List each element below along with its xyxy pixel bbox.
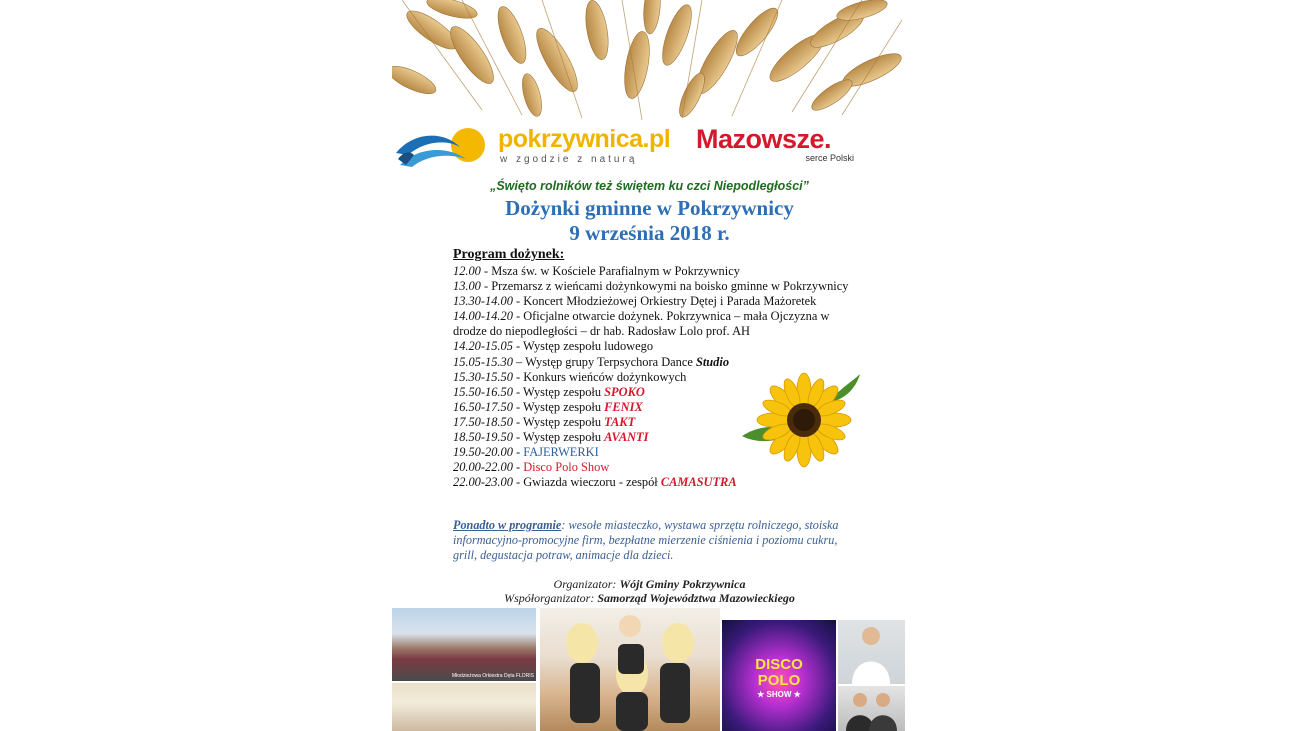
mazowsze-logo-tagline: serce Polski [805, 153, 854, 163]
program-text: Występ zespołu [523, 430, 605, 445]
program-time: 13.00 [453, 279, 481, 294]
program-text: Występ zespołu [523, 384, 605, 399]
program-time: 13.30-14.00 [453, 294, 513, 309]
band-photo [392, 608, 536, 681]
program-separator: - [512, 309, 524, 324]
program-time: 17.50-18.50 [453, 414, 513, 429]
sunflower-image [732, 368, 862, 473]
program-item [453, 475, 853, 490]
pokrzywnica-logo [394, 123, 671, 169]
program-time: 12.00 [453, 264, 481, 278]
co-organizer-label: Współorganizator: [504, 591, 598, 605]
event-title: Dożynki gminne w Pokrzywnicy [505, 196, 794, 220]
sun-wave-logo-icon [394, 125, 494, 169]
program-item [453, 294, 853, 309]
program-highlight: Disco Polo Show [523, 460, 610, 475]
co-organizer-line [392, 591, 907, 606]
program-item [453, 309, 853, 339]
program-text: Występ zespołu [523, 414, 605, 429]
program-separator: - [512, 384, 523, 399]
program-time: 16.50-17.50 [453, 399, 513, 414]
program-time: 15.30-15.50 [453, 369, 513, 384]
extra-lead: Ponadto w programie [453, 518, 562, 532]
mazowsze-logo [692, 124, 862, 168]
band-photo-caption: Młodzieżowa Orkiestra Dęta FLORIS [452, 673, 534, 679]
program-text: Oficjalne otwarcie dożynek. Pokrzywnica – mała Ojczyzna w drodze do niepodległości – dr hab. Radosław Lolo prof. AH [453, 309, 830, 339]
duo-image [838, 686, 905, 731]
program-separator: - [480, 264, 492, 278]
program-highlight: Studio [695, 354, 730, 369]
program-text: Gwiazda wieczoru - zespół [523, 475, 661, 490]
program-highlight: TAKT [604, 414, 636, 429]
wheat-header-image [392, 0, 907, 122]
event-date: 9 września 2018 r. [569, 221, 730, 245]
festival-poster [392, 0, 907, 731]
singer-photo [838, 620, 905, 684]
program-time: 22.00-23.00 [453, 475, 513, 490]
program-separator: – [512, 354, 526, 369]
program-separator: - [480, 279, 492, 294]
program-text: Konkurs wieńców dożynkowych [523, 369, 687, 384]
program-text: Przemarsz z wieńcami dożynkowymi na boisko gminne w Pokrzywnicy [491, 279, 849, 294]
disco-title-line1: DISCO [755, 656, 803, 673]
duo-photo [838, 686, 905, 731]
program-separator: - [512, 475, 524, 490]
pokrzywnica-logo-name: pokrzywnica.pl [498, 125, 671, 153]
program-item [453, 279, 853, 294]
program-highlight: CAMASUTRA [660, 475, 737, 490]
program-text: Koncert Młodzieżowej Orkiestry Dętej i Parada Mażoretek [523, 294, 817, 309]
disco-polo-show-photo [722, 620, 836, 731]
program-highlight: FAJERWERKI [523, 445, 599, 460]
program-item [453, 339, 853, 354]
program-highlight: SPOKO [604, 384, 645, 399]
program-separator: - [512, 294, 524, 309]
program-time: 20.00-22.00 [453, 460, 513, 475]
disco-title-line2: POLO [757, 672, 801, 689]
extra-program-text [453, 518, 853, 564]
photo-collage [392, 608, 907, 731]
program-separator: - [512, 445, 524, 460]
co-organizer-name: Samorząd Województwa Mazowieckiego [597, 591, 795, 605]
band-group-photo [540, 608, 720, 731]
extra-body: : wesołe miasteczko, wystawa sprzętu rolniczego, stoiska informacyjno-promocyjne firm, bezpłatne mierzenie ciśnienia i poziomu cukru, grill, degustacja potraw, animacje dla dzieci. [453, 518, 839, 563]
pokrzywnica-logo-tagline: w zgodzie z naturą [500, 154, 638, 165]
program-separator: - [512, 460, 524, 475]
program-time: 15.05-15.30 [453, 354, 513, 369]
slogan: „Święto rolników też świętem ku czci Niepodległości” [490, 179, 809, 193]
program-item [453, 264, 853, 279]
program-text: Msza św. w Kościele Parafialnym w Pokrzywnicy [491, 264, 740, 278]
program-time: 18.50-19.50 [453, 430, 513, 445]
program-text: Występ zespołu ludowego [523, 339, 654, 354]
program-heading: Program dożynek: [453, 247, 565, 262]
organizer-line [392, 577, 907, 592]
program-separator: - [512, 399, 523, 414]
program-separator: - [512, 339, 523, 354]
program-highlight: FENIX [604, 399, 643, 414]
organizer-name: Wójt Gminy Pokrzywnica [619, 577, 746, 591]
performers-image [540, 608, 720, 731]
program-highlight: AVANTI [604, 430, 649, 445]
mazowsze-logo-name: Mazowsze. [696, 124, 832, 154]
organizer-label: Organizator: [553, 577, 620, 591]
disco-title-line3: ★ SHOW ★ [757, 690, 801, 699]
majorettes-photo [392, 683, 536, 731]
program-time: 15.50-16.50 [453, 384, 513, 399]
program-time: 14.00-14.20 [453, 309, 513, 324]
program-separator: - [512, 369, 524, 384]
program-time: 19.50-20.00 [453, 445, 513, 460]
program-separator: - [512, 430, 523, 445]
program-time: 14.20-15.05 [453, 339, 513, 354]
singer-image [838, 620, 905, 684]
program-separator: - [512, 414, 523, 429]
program-text: Występ zespołu [523, 399, 605, 414]
program-text: Występ grupy Terpsychora Dance [525, 354, 696, 369]
